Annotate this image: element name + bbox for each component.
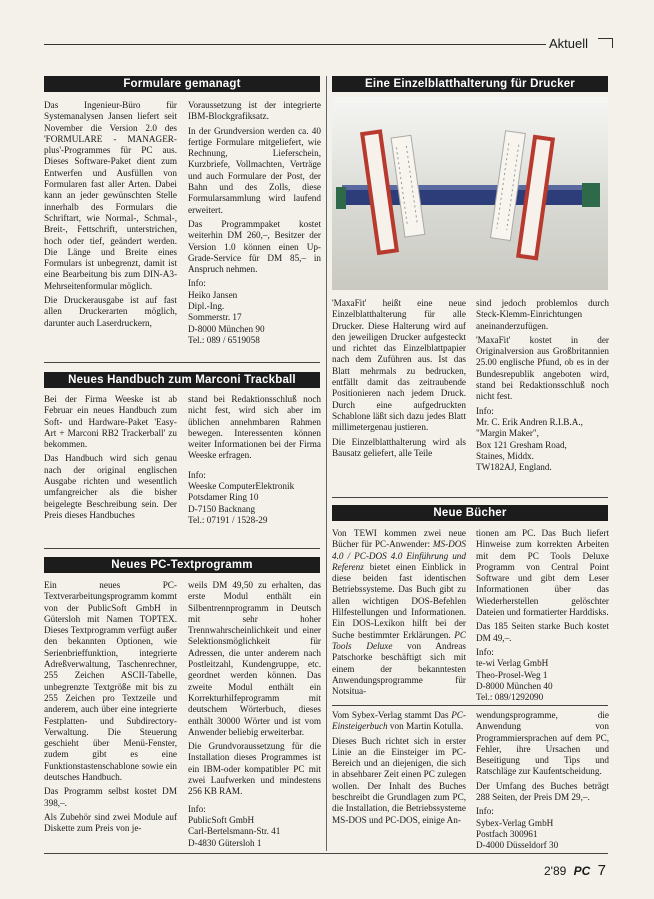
- info-line: "Margin Maker",: [476, 428, 539, 439]
- info-line: Staines, Middx.: [476, 450, 534, 461]
- sheet-holder-illustration: [332, 97, 608, 290]
- buecher-tewi-col1: [332, 528, 466, 700]
- headline-formulare: Formulare gemanagt: [44, 76, 320, 92]
- formulare-col2: [188, 100, 321, 346]
- drucker-col1: [332, 298, 466, 462]
- info-line: Weeske ComputerElektronik: [188, 481, 295, 492]
- info-block: [476, 647, 609, 703]
- trackball-col1: [44, 394, 177, 524]
- paragraph: Bei der Firma Weeske ist ab Februar ein neues Handbuch zum Soft- und Hardware-Paket 'Easy-Art + Marconi RB2 Trackerball' zu bekommen.: [44, 394, 177, 450]
- article-divider: [332, 497, 608, 498]
- paragraph: tionen am PC. Das Buch liefert Hinweise zum korrekten Arbeiten mit dem PC Tools Deluxe Programm von Central Point Software und gibt dem Leser Informationen über das Wiederherstellen gelöschter Dateien und formatierter Harddisks.: [476, 528, 609, 618]
- info-line: Info:: [188, 278, 206, 289]
- textprogramm-col1: [44, 580, 177, 838]
- issue-number: 2'89: [544, 864, 567, 878]
- paragraph: wendungsprogramme, die Anwendung von Programmiersprachen auf dem PC, Fehler, ihre Ursachen und Beseitigung und Tips und Ratschläge zur Kaufentscheidung.: [476, 710, 609, 777]
- info-line: te-wi Verlag GmbH: [476, 658, 549, 669]
- info-block: [188, 470, 321, 526]
- buecher-tewi-col2: [476, 528, 609, 703]
- article-divider: [44, 548, 320, 549]
- info-line: Sommerstr. 17: [188, 312, 242, 323]
- text-run: von Andreas Patschorke beschäftigt sich mit einem der bekanntesten Anwendungsprogramme für Notsitua-: [332, 640, 466, 697]
- paragraph: 'MaxaFit' heißt eine neue Einzelblatthalterung für alle Drucker. Diese Halterung wird auf den jeweiligen Drucker aufgesteckt und richtet das Einzelblattpapier nach dem Zuführen aus. Ist das Blatt mehrmals zu bedrucken, entfällt damit das zeitraubende Positionieren nach jedem Druck. Durch eine aufgedruckten Schablone läßt sich dazu jedes Blatt millimetergenau justieren.: [332, 298, 466, 433]
- info-line: Potsdamer Ring 10: [188, 492, 259, 503]
- info-line: TW182AJ, England.: [476, 462, 552, 473]
- info-line: D-4000 Düsseldorf 30: [476, 840, 559, 851]
- section-title: Aktuell: [546, 36, 591, 51]
- info-line: Tel.: 089 / 6519058: [188, 334, 260, 345]
- book-title: PC-Einsteigerbuch: [332, 710, 466, 732]
- info-line: Box 121 Gresham Road,: [476, 439, 567, 450]
- book-title: PC Tools Deluxe: [332, 629, 467, 651]
- article-divider: [44, 362, 320, 363]
- paragraph: [332, 710, 466, 733]
- info-line: Postfach 300961: [476, 828, 538, 839]
- info-line: Sybex-Verlag GmbH: [476, 817, 554, 828]
- info-line: Info:: [188, 803, 206, 814]
- books-divider: [332, 705, 608, 706]
- paragraph: Als Zubehör sind zwei Module auf Diskette zum Preis von je-: [44, 811, 177, 834]
- paragraph: Das 185 Seiten starke Buch kostet DM 49,–.: [476, 621, 609, 643]
- info-line: D-8000 München 40: [476, 680, 553, 691]
- info-line: Info:: [476, 646, 494, 657]
- headline-buecher: Neue Bücher: [332, 505, 608, 521]
- info-line: D-4830 Gütersloh 1: [188, 837, 262, 848]
- info-block: [476, 406, 609, 474]
- paragraph: Die Druckerausgabe ist auf fast allen Druckerarten möglich, darunter auch Laserdruckern,: [44, 295, 177, 328]
- paragraph: Dieses Buch richtet sich in erster Linie an die Einsteiger im PC-Bereich und an diejenigen, die sich in absehbarer Zeit einen PC zulegen wollen. Der Inhalt des Buches beschreibt die Grundlagen zum PC, die Installation, die Betriebssysteme MS-DOS und PC-DOS, einige An-: [332, 735, 466, 825]
- paragraph: weils DM 49,50 zu erhalten, das erste Modul enthält ein Silbentrennprogramm in Deutsch mit sehr hoher Trennwahrscheinlichkeit und einer Selektionsmöglichkeit für Adressen, die unter anderem nach Postleitzahl, Kundengruppe, etc. geordnet werden können. Das zweite Modul enthält ein Korrekturhilfeprogramm mit deutschem Wörterbuch, dieses enthält 30000 Wörter und ist vom Anwender beliebig erweiterbar.: [188, 580, 321, 737]
- section-bracket: [598, 38, 613, 48]
- trackball-col2: [188, 394, 321, 526]
- column-divider: [326, 76, 327, 851]
- page-footer: [544, 862, 606, 879]
- info-line: Info:: [188, 469, 206, 480]
- paragraph: Das Handbuch wird sich genau nach der original englischen Ausgabe richten und wesentlich umfangreicher als die bisher beigelegte Beschreibung sein. Der Preis dieses Handbuches: [44, 453, 177, 520]
- info-line: D-8000 München 90: [188, 323, 265, 334]
- paragraph: sind jedoch problemlos durch Steck-Klemm-Einrichtungen aneinanderzufügen.: [476, 298, 609, 331]
- printer-sheet-holder-photo: [332, 97, 608, 290]
- info-line: Info:: [476, 806, 494, 817]
- paragraph: Der Umfang des Buches beträgt 288 Seiten, der Preis DM 29,–.: [476, 780, 609, 803]
- paragraph: Das Ingenieur-Büro für Systemanalysen Jansen liefert seit November die Version 2.0 des 'FORMULARE - MANAGER-plus'-Programmes für PC aus. Dieses Software-Paket dient zum Entwerfen und Ausfüllen von Formularen fast aller Arten. Dabei kann an jeder gewünschten Stelle innerhalb des Formulars die Schriftart, wie Normal-, Schmal-, Breit-, Fettschrift, unterstrichen, hoch oder tief, geändert werden. Die Länge und Breite eines Formulars ist unbegrenzt, damit ist eine Bearbeitung bis zum DIN-A3-Mehrseitenformular möglich.: [44, 100, 177, 291]
- text-run: Von TEWI kommen zwei neue Bücher für PC-Anwender:: [332, 528, 466, 550]
- info-line: Info:: [476, 405, 494, 416]
- textprogramm-col2: [188, 580, 321, 849]
- paragraph: [332, 528, 466, 697]
- info-block: [476, 806, 609, 851]
- paragraph: In der Grundversion werden ca. 40 fertige Formulare mitgeliefert, wie Rechnung, Lieferschein, Kurzbriefe, Vollmachten, Verträge und auch Formulare der Post, der Bahn und des Zolls, diese Formularsammlung wird laufend erweitert.: [188, 125, 321, 215]
- info-block: [188, 278, 321, 346]
- paragraph: Das Programm selbst kostet DM 398,–.: [44, 786, 177, 808]
- page-number: 7: [597, 862, 607, 879]
- paragraph: Ein neues PC-Textverarbeitungsprogramm kommt von der PublicSoft GmbH in Gütersloh mit Namen TOPTEX. Dieses Textprogramm verfügt außer den bekannten Optionen, wie Serienbrieffunktion, integrierte Adreßverwaltung, Taschenrechner, 255 Zeichen ASCII-Tabelle, unbegrenzte Textgröße mit bis zu 255 Zeichen pro Textzeile und anderem, auch über eine integrierte Festplatten- und Subdirectory-Verwaltung. Die Steuerung geschieht über Menü-Fenster, zudem gibt es eine Funktionstastenschablone sowie ein deutsches Handbuch.: [44, 580, 177, 783]
- headline-textprogramm: Neues PC-Textprogramm: [44, 557, 320, 573]
- paragraph: Voraussetzung ist der integrierte IBM-Blockgrafiksatz.: [188, 100, 321, 122]
- buecher-sybex-col2: [476, 710, 609, 852]
- formulare-col1: [44, 100, 177, 332]
- text-run: bietet einen Einblick in diese beiden fast identischen Betriebssysteme. Das Buch gibt zu allen wichtigen DOS-Befehlen Hilfestellungen und Informationen. Ein DOS-Lexikon hilft bei der Suche bestimmter Erklärungen.: [332, 561, 466, 640]
- text-run: von Martin Kotulla.: [387, 721, 464, 732]
- headline-drucker: Eine Einzelblatthalterung für Drucker: [332, 76, 608, 92]
- info-block: [188, 804, 321, 849]
- drucker-col2: [476, 298, 609, 473]
- footer-rule: [44, 853, 608, 854]
- header-rule: [44, 44, 590, 45]
- info-line: Theo-Prosel-Weg 1: [476, 669, 548, 680]
- buecher-sybex-col1: [332, 710, 466, 829]
- info-line: Tel.: 089/1292090: [476, 692, 544, 703]
- info-line: Heiko Jansen: [188, 289, 238, 300]
- info-line: PublicSoft GmbH: [188, 814, 255, 825]
- paragraph: Die Einzelblatthalterung wird als Bausatz geliefert, alle Teile: [332, 436, 466, 458]
- paragraph: Das Programmpaket kostet weiterhin DM 260,–, Besitzer der Version 1.0 können einen Up-Grade-Service für DM 85,– in Anspruch nehmen.: [188, 218, 321, 275]
- info-line: Tel.: 07191 / 1528-29: [188, 514, 268, 525]
- paragraph: Die Grundvoraussetzung für die Installation dieses Programmes ist ein IBM-oder kompatibler PC mit zwei Laufwerken und mindestens 256 KB RAM.: [188, 741, 321, 797]
- paragraph: 'MaxaFit' kostet in der Originalversion aus Großbritannien 25.00 englische Pfund, ob es in der Bundesrepublik angeboten wird, stand bei Redaktionsschluß noch nicht fest.: [476, 334, 609, 402]
- text-run: Vom Sybex-Verlag stammt Das: [332, 710, 452, 720]
- paragraph: stand bei Redaktionsschluß noch nicht fest, wird sich aber im üblichen annehmbaren Rahmen bewegen. Interessenten können weiter Informationen bei der Firma Weeske erfragen.: [188, 394, 321, 461]
- info-line: Mr. C. Erik Andren R.I.B.A.,: [476, 416, 583, 427]
- info-line: Dipl.-Ing.: [188, 301, 225, 312]
- book-title: MS-DOS 4.0 / PC-DOS 4.0 Einführung und Referenz: [332, 539, 466, 572]
- magazine-logo: PC: [573, 864, 591, 878]
- headline-trackball: Neues Handbuch zum Marconi Trackball: [44, 372, 320, 388]
- info-line: D-7150 Backnang: [188, 503, 256, 514]
- info-line: Carl-Bertelsmann-Str. 41: [188, 826, 281, 837]
